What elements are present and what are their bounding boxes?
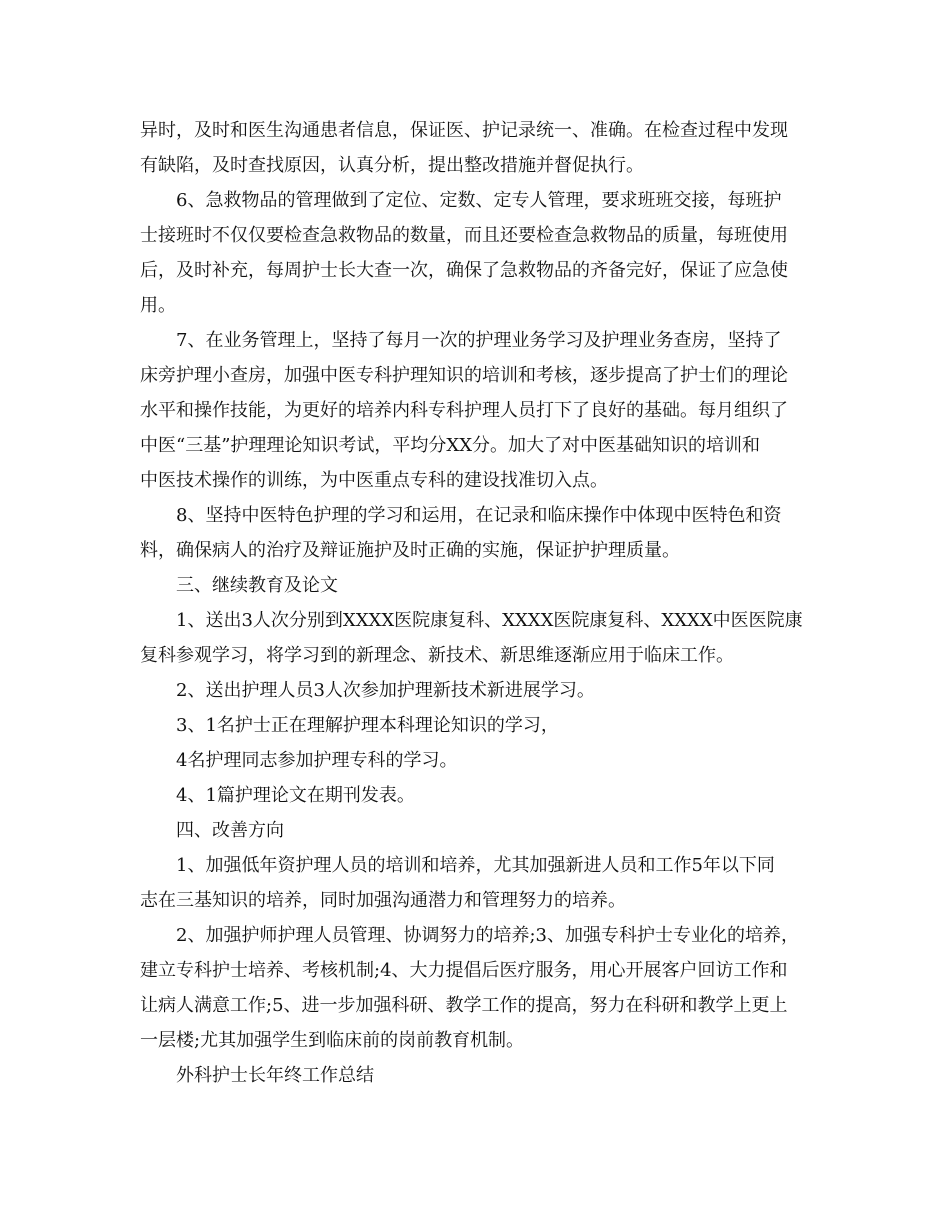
paragraph-12: [140, 848, 820, 918]
paragraph-9: [140, 743, 820, 778]
text-line: 四、改善方向: [176, 820, 284, 841]
paragraph-1: [140, 113, 820, 183]
text-line: 4、1篇护理论文在期刊发表。: [176, 785, 415, 806]
text-line: 1、加强低年资护理人员的培训和培养，尤其加强新进人员和工作5年以下同: [176, 855, 775, 876]
text-line: 三、继续教育及论文: [176, 575, 338, 596]
text-line: 1、送出3人次分别到XXXX医院康复科、XXXX医院康复科、XXXX中医医院康: [176, 610, 803, 631]
paragraph-7: [140, 673, 820, 708]
text-line: 中医“三基”护理理论知识考试，平均分XX分。加大了对中医基础知识的培训和: [140, 435, 761, 456]
text-line: 8、坚持中医特色护理的学习和运用，在记录和临床操作中体现中医特色和资: [176, 505, 782, 526]
section-heading-improvement: [140, 813, 820, 848]
text-line: 后，及时补充，每周护士长大查一次，确保了急救物品的齐备完好，保证了应急使: [140, 260, 788, 281]
text-line: 用。: [140, 295, 176, 316]
text-line: 外科护士长年终工作总结: [176, 1065, 374, 1086]
next-document-title: [140, 1058, 820, 1093]
text-line: 7、在业务管理上，坚持了每月一次的护理业务学习及护理业务查房，坚持了: [176, 330, 782, 351]
paragraph-8: [140, 708, 820, 743]
paragraph-2: [140, 183, 820, 323]
text-line: 2、送出护理人员3人次参加护理新技术新进展学习。: [176, 680, 595, 701]
text-line: 让病人满意工作;5、进一步加强科研、教学工作的提高，努力在科研和教学上更上: [140, 995, 788, 1016]
text-line: 水平和操作技能，为更好的培养内科专科护理人员打下了良好的基础。每月组织了: [140, 400, 788, 421]
text-line: 中医技术操作的训练，为中医重点专科的建设找准切入点。: [140, 470, 608, 491]
text-line: 6、急救物品的管理做到了定位、定数、定专人管理，要求班班交接，每班护: [176, 190, 782, 211]
document-body: [140, 113, 820, 1093]
paragraph-10: [140, 778, 820, 813]
paragraph-4: [140, 498, 820, 568]
text-line: 一层楼;尤其加强学生到临床前的岗前教育机制。: [140, 1030, 525, 1051]
text-line: 2、加强护师护理人员管理、协调努力的培养;3、加强专科护士专业化的培养，: [176, 925, 799, 946]
paragraph-3: [140, 323, 820, 498]
text-line: 4名护理同志参加护理专科的学习。: [176, 750, 458, 771]
text-line: 床旁护理小查房，加强中医专科护理知识的培训和考核，逐步提高了护士们的理论: [140, 365, 788, 386]
text-line: 料，确保病人的治疗及辩证施护及时正确的实施，保证护护理质量。: [140, 540, 680, 561]
text-line: 士接班时不仅仅要检查急救物品的数量，而且还要检查急救物品的质量，每班使用: [140, 225, 788, 246]
text-line: 志在三基知识的培养，同时加强沟通潜力和管理努力的培养。: [140, 890, 626, 911]
paragraph-6: [140, 603, 820, 673]
text-line: 3、1名护士正在理解护理本科理论知识的学习，: [176, 715, 559, 736]
paragraph-13: [140, 918, 820, 1058]
section-heading-continuing-education: [140, 568, 820, 603]
text-line: 异时，及时和医生沟通患者信息，保证医、护记录统一、准确。在检查过程中发现: [140, 120, 788, 141]
text-line: 有缺陷，及时查找原因，认真分析，提出整改措施并督促执行。: [140, 155, 644, 176]
text-line: 建立专科护士培养、考核机制;4、大力提倡后医疗服务，用心开展客户回访工作和: [140, 960, 788, 981]
text-line: 复科参观学习，将学习到的新理念、新技术、新思维逐渐应用于临床工作。: [140, 645, 734, 666]
